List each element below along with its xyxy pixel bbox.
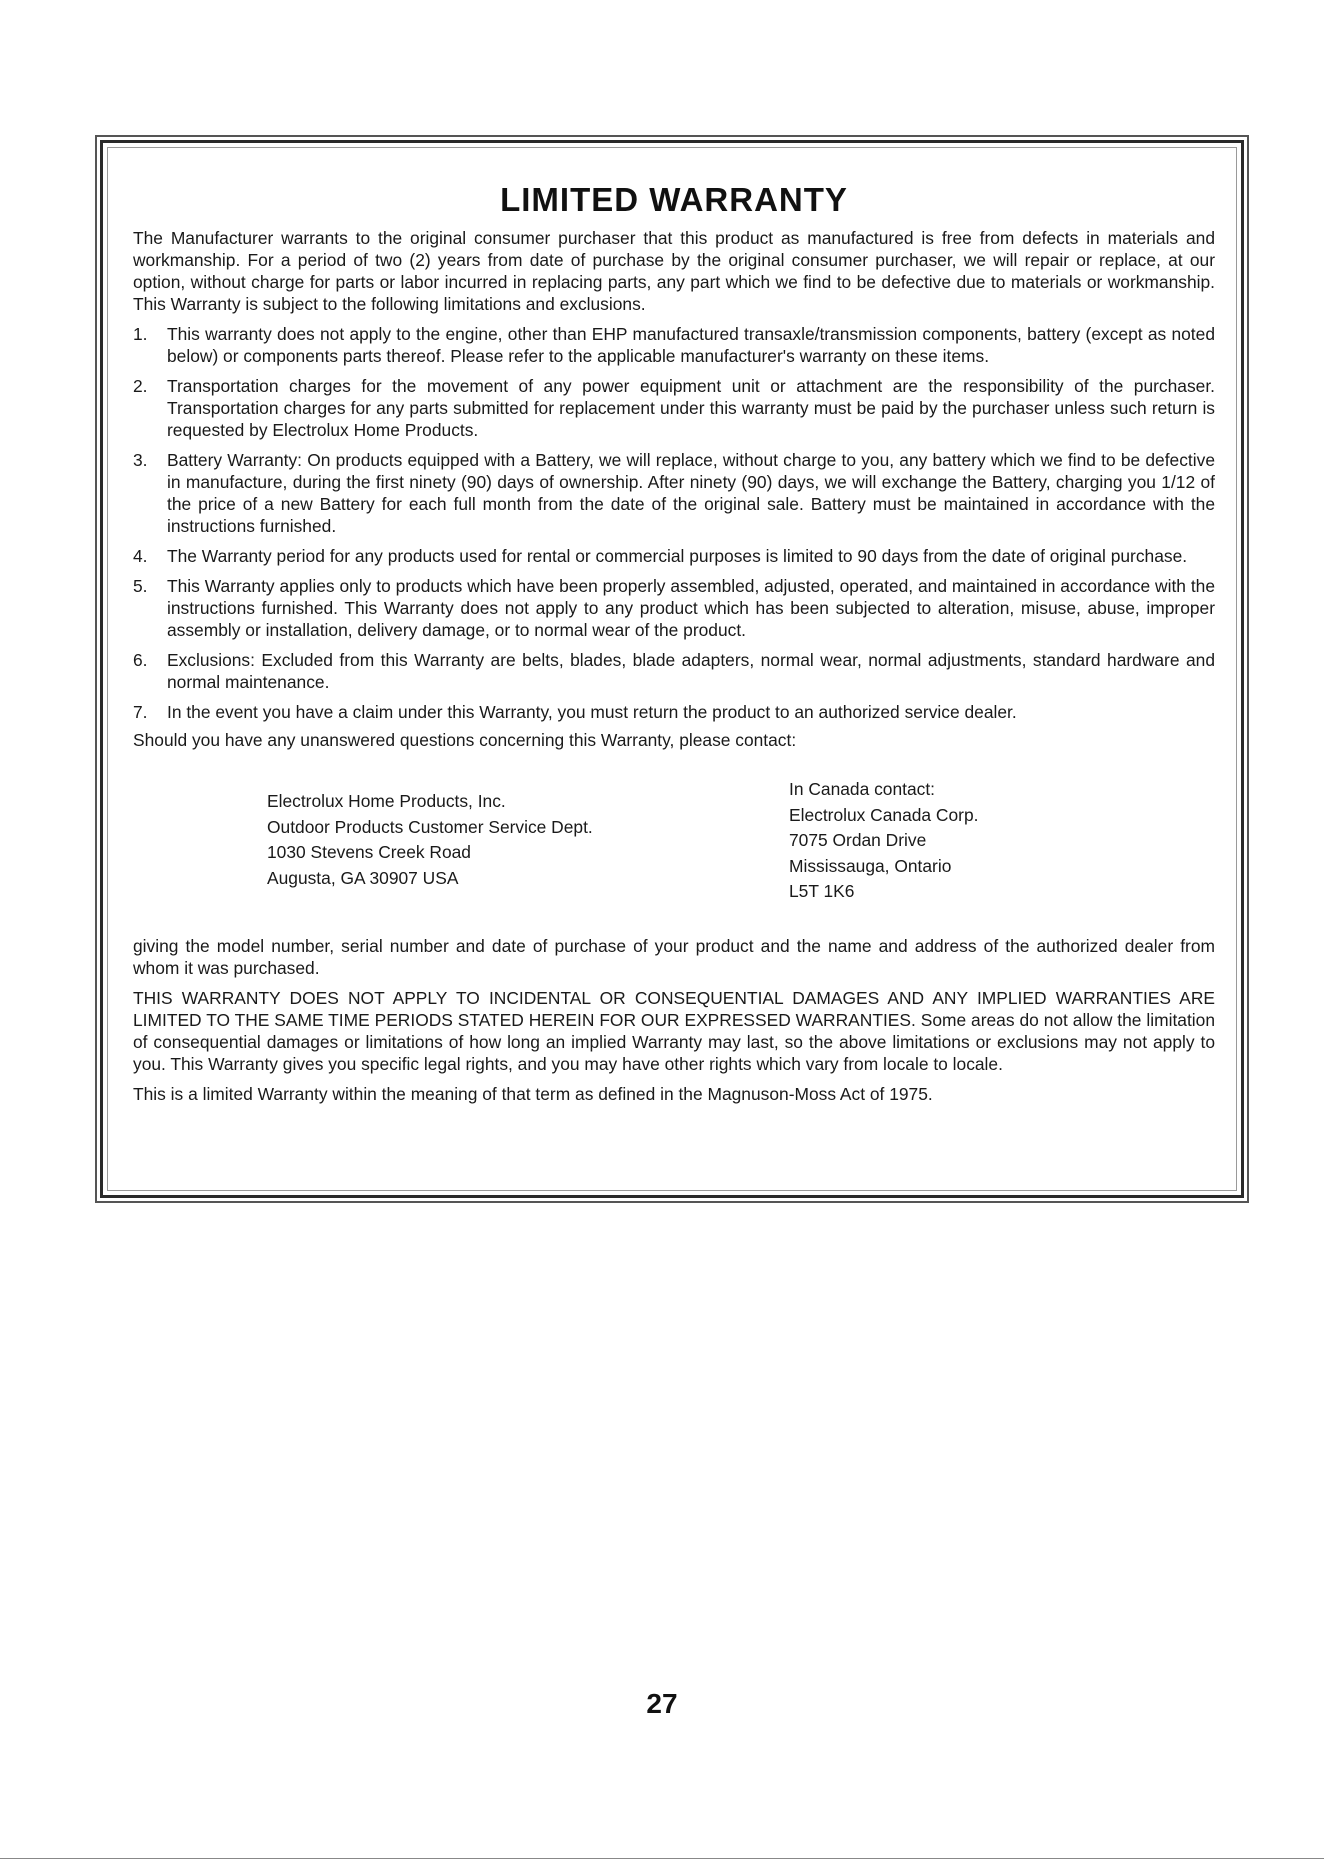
- list-item-text: Exclusions: Excluded from this Warranty are belts, blades, blade adapters, normal wear, normal adjustments, standard hardware and normal maintenance.: [167, 650, 1215, 692]
- limitations-list: [133, 323, 1215, 723]
- canada-address: [789, 777, 978, 905]
- list-item: [133, 375, 1215, 441]
- list-item: [133, 649, 1215, 693]
- us-address: [267, 789, 593, 891]
- list-item: [133, 323, 1215, 367]
- us-address-line: Augusta, GA 30907 USA: [267, 867, 459, 888]
- list-item: [133, 575, 1215, 641]
- list-item: [133, 701, 1215, 723]
- canada-address-line: Electrolux Canada Corp.: [789, 804, 979, 825]
- list-item: [133, 449, 1215, 537]
- list-item-text: The Warranty period for any products used for rental or commercial purposes is limited to 90 days from the date of original purchase.: [167, 546, 1188, 566]
- list-item-text: This warranty does not apply to the engine, other than EHP manufactured transaxle/transmission components, battery (except as noted below) or components parts thereof. Please refer to the applicable manufacturer's warranty on these items.: [167, 324, 1215, 366]
- warranty-box: [100, 140, 1244, 1198]
- list-item-text: In the event you have a claim under this Warranty, you must return the product to an authorized service dealer.: [167, 702, 1017, 722]
- us-address-line: Outdoor Products Customer Service Dept.: [267, 816, 593, 837]
- contact-addresses: [133, 779, 1215, 927]
- giving-paragraph: giving the model number, serial number and date of purchase of your product and the name and address of the authorized dealer from whom it was purchased.: [133, 936, 1215, 978]
- page-number: 27: [646, 1688, 678, 1719]
- list-item-number: 4.: [133, 546, 148, 566]
- contact-lead: Should you have any unanswered questions concerning this Warranty, please contact:: [133, 730, 797, 750]
- list-item-text: Transportation charges for the movement of any power equipment unit or attachment are the responsibility of the purchaser. Transportation charges for any parts submitted for replacement under this warranty must be paid by the purchaser unless such return is requested by Electrolux Home Products.: [167, 376, 1215, 440]
- magnuson-moss-note: This is a limited Warranty within the meaning of that term as defined in the Magnuson-Moss Act of 1975.: [133, 1084, 933, 1104]
- page-title: LIMITED WARRANTY: [500, 181, 848, 218]
- list-item-number: 2.: [133, 376, 148, 396]
- list-item-number: 5.: [133, 576, 148, 596]
- canada-address-line: L5T 1K6: [789, 881, 855, 901]
- canada-address-heading: In Canada contact:: [789, 779, 935, 799]
- us-address-line: 1030 Stevens Creek Road: [267, 842, 471, 862]
- bottom-divider: [0, 1858, 1324, 1859]
- list-item-text: Battery Warranty: On products equipped with a Battery, we will replace, without charge to you, any battery which we find to be defective in manufacture, during the first ninety (90) days of ownership. After ninety (90) days, we will exchange the Battery, charging you 1/12 of the price of a new Battery for each full month from the date of the original sale. Battery must be maintained in accordance with the instructions furnished.: [167, 450, 1215, 536]
- list-item-number: 3.: [133, 450, 148, 470]
- list-item: [133, 545, 1215, 567]
- list-item-number: 7.: [133, 702, 148, 722]
- list-item-number: 6.: [133, 650, 148, 670]
- intro-paragraph: The Manufacturer warrants to the original consumer purchaser that this product as manufactured is free from defects in materials and workmanship. For a period of two (2) years from date of purchase by the original consumer purchaser, we will repair or replace, at our option, without charge for parts or labor incurred in replacing parts, any part which we find to be defective due to materials or workmanship. This Warranty is subject to the following limitations and exclusions.: [133, 228, 1215, 314]
- list-item-text: This Warranty applies only to products which have been properly assembled, adjusted, operated, and maintained in accordance with the instructions furnished. This Warranty does not apply to any product which has been subjected to alteration, misuse, abuse, improper assembly or installation, delivery damage, or to normal wear of the product.: [167, 576, 1215, 640]
- list-item-number: 1.: [133, 324, 148, 344]
- disclaimer-paragraph: THIS WARRANTY DOES NOT APPLY TO INCIDENTAL OR CONSEQUENTIAL DAMAGES AND ANY IMPLIED WARRANTIES ARE LIMITED TO THE SAME TIME PERIODS STATED HEREIN FOR OUR EXPRESSED WARRANTIES. Some areas do not allow the limitation of consequential damages or limitations of how long an implied Warranty may last, so the above limitations or exclusions may not apply to you. This Warranty gives you specific legal rights, and you may have other rights which vary from locale to locale.: [133, 988, 1215, 1074]
- canada-address-line: Mississauga, Ontario: [789, 855, 952, 876]
- canada-address-line: 7075 Ordan Drive: [789, 830, 927, 850]
- us-address-line: Electrolux Home Products, Inc.: [267, 791, 506, 811]
